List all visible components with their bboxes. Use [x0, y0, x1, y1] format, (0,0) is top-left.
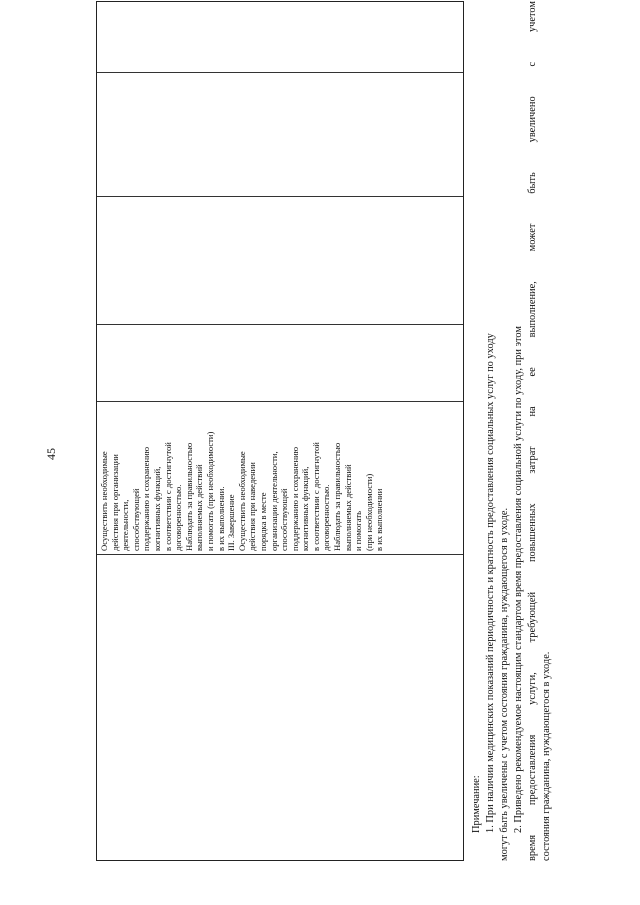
note-heading: Примечание:: [471, 775, 482, 833]
cell-line: поддержанию и сохранению: [289, 446, 300, 551]
page-number: 45: [44, 448, 58, 460]
cell-line: способствующей: [279, 488, 290, 551]
note-paragraph-2-line: состояния гражданина, нуждающегося в уходе.: [541, 651, 552, 861]
cell-line: когнитивных функций,: [151, 466, 162, 551]
table-cell-actions: [99, 401, 385, 551]
cell-line: в их выполнении.: [215, 486, 226, 551]
note-paragraph-1-line: 1. При наличии медицинских показаний периодичность и кратность предоставления социальных услуг по уходу: [485, 333, 496, 833]
section-heading: III. Завершение: [226, 494, 237, 551]
note-paragraph-1-line: могут быть увеличены с учетом состояния гражданина, нуждающегося в уходе.: [499, 507, 510, 861]
cell-line: Наблюдать за правильностью: [332, 442, 343, 551]
note-block: [470, 1, 554, 861]
table-column-divider: [97, 554, 463, 555]
cell-line: в соответствии с достигнутой: [310, 442, 321, 551]
table-column-divider: [97, 72, 463, 73]
cell-line: когнитивных функций,: [300, 466, 311, 551]
cell-line: договоренностью.: [321, 484, 332, 551]
cell-line: выполняемых действий: [194, 464, 205, 551]
cell-line: в их выполнении: [374, 488, 385, 551]
cell-line: Наблюдать за правильностью: [183, 442, 194, 551]
cell-line: и помогать (при необходимости): [204, 431, 215, 551]
cell-line: деятельности,: [120, 499, 131, 551]
cell-line: (при необходимости): [363, 473, 374, 551]
cell-line: выполняемых действий: [342, 464, 353, 551]
cell-line: Осуществить необходимые: [236, 451, 247, 551]
note-paragraph-2-line: время предоставления услуги, требующей повышенных затрат на ее выполнение, может быть увеличено с учетом: [527, 1, 538, 861]
table-column-divider: [97, 324, 463, 325]
cell-line: способствующей: [130, 488, 141, 551]
care-standard-table: [96, 1, 464, 861]
cell-line: действия при наведении: [247, 462, 258, 551]
cell-line: поддержанию и сохранению: [141, 446, 152, 551]
cell-line: договоренностью.: [173, 484, 184, 551]
note-paragraph-2-line: 2. Приведено рекомендуемое настоящим стандартом время предоставления социальной услуги по уходу, при этом: [513, 326, 524, 833]
cell-line: действия при организации: [109, 454, 120, 551]
cell-line: в соответствии с достигнутой: [162, 442, 173, 551]
cell-line: Осуществить необходимые: [99, 451, 109, 551]
cell-line: организации деятельности,: [268, 451, 279, 551]
cell-line: и помогать: [353, 510, 364, 551]
table-column-divider: [97, 196, 463, 197]
cell-line: порядка в месте: [257, 492, 268, 551]
